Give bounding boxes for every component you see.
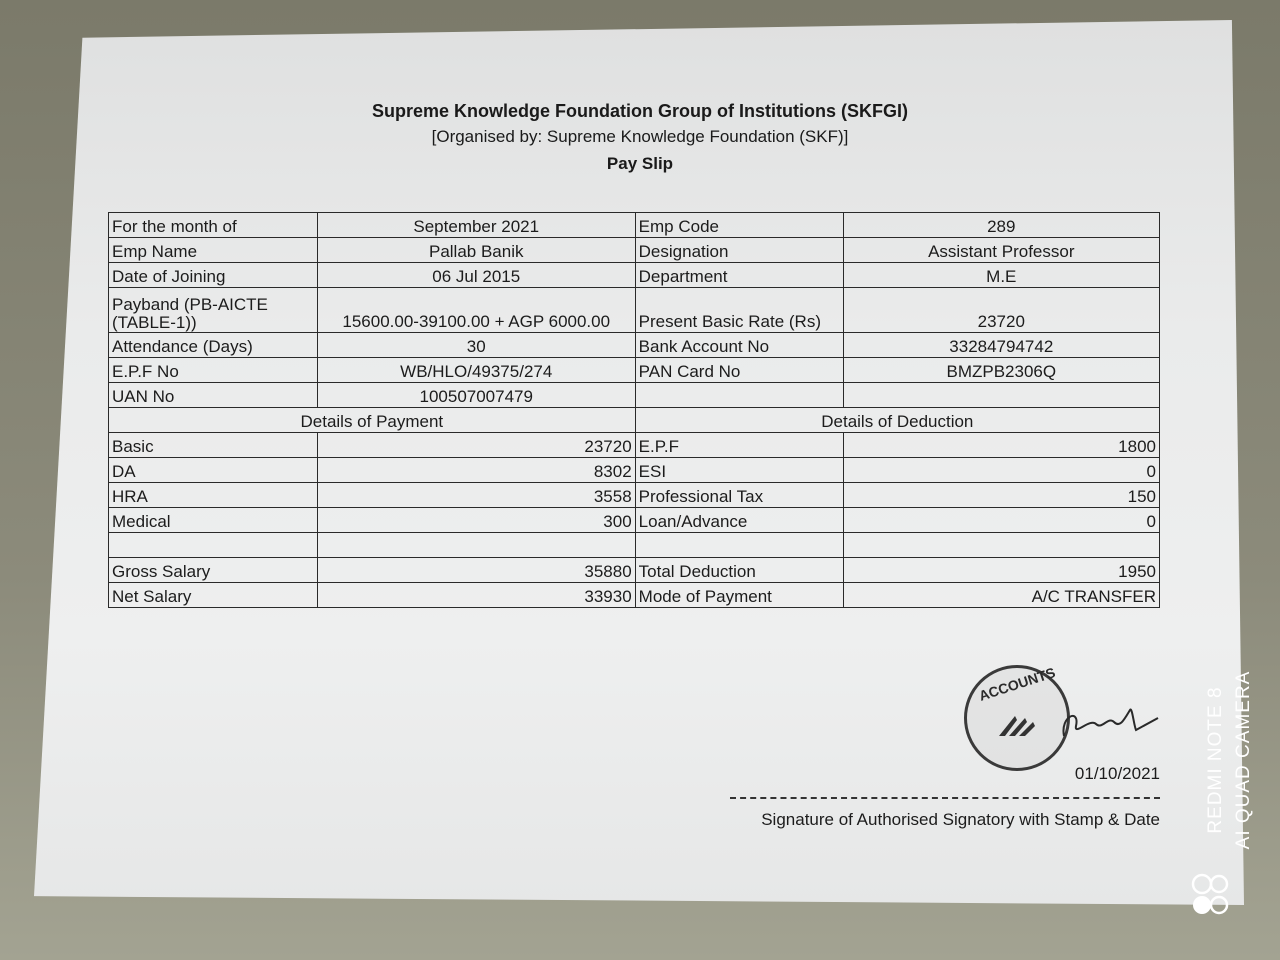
department-value: M.E [843, 263, 1159, 288]
watermark-line2: AI QUAD CAMERA [1233, 670, 1254, 850]
camera-watermark [1190, 640, 1254, 930]
empty-cell [635, 383, 843, 408]
payband-label-line1: Payband (PB-AICTE [112, 295, 268, 314]
empty-cell [109, 533, 318, 558]
section-header-row [109, 408, 1160, 433]
pan-label: PAN Card No [635, 358, 843, 383]
camera-logo-icon [1190, 872, 1230, 922]
table-row [109, 213, 1160, 238]
epf-no-label: E.P.F No [109, 358, 318, 383]
emp-code-value: 289 [843, 213, 1159, 238]
empty-cell [635, 533, 843, 558]
payment-amount: 23720 [317, 433, 635, 458]
stamp-text: ACCOUNTS [976, 664, 1058, 704]
institution-name: Supreme Knowledge Foundation Group of Institutions (SKFGI) [372, 101, 908, 121]
pay-slip-table [108, 212, 1160, 608]
total-deduction-value: 1950 [843, 558, 1159, 583]
emp-code-label: Emp Code [635, 213, 843, 238]
signature-icon [1050, 696, 1160, 746]
attendance-value: 30 [317, 333, 635, 358]
payment-label: Basic [109, 433, 318, 458]
deduction-amount: 1800 [843, 433, 1159, 458]
table-row [109, 263, 1160, 288]
payment-mode-label: Mode of Payment [635, 583, 843, 608]
signatory-label: Signature of Authorised Signatory with Stamp & Date [761, 810, 1160, 829]
uan-label: UAN No [109, 383, 318, 408]
empty-cell [317, 533, 635, 558]
payment-section-title: Details of Payment [109, 408, 636, 433]
stamp-emblem-icon [995, 710, 1037, 740]
uan-value: 100507007479 [317, 383, 635, 408]
month-label: For the month of [109, 213, 318, 238]
basic-rate-value: 23720 [843, 288, 1159, 333]
payment-amount: 300 [317, 508, 635, 533]
payment-amount: 3558 [317, 483, 635, 508]
table-row [109, 358, 1160, 383]
signature-divider [730, 797, 1160, 799]
table-row [109, 383, 1160, 408]
deduction-label: ESI [635, 458, 843, 483]
attendance-label: Attendance (Days) [109, 333, 318, 358]
deduction-section-title: Details of Deduction [635, 408, 1159, 433]
table-row [109, 508, 1160, 533]
payband-label [109, 288, 318, 333]
payment-label: Medical [109, 508, 318, 533]
deduction-label: Professional Tax [635, 483, 843, 508]
pan-value: BMZPB2306Q [843, 358, 1159, 383]
payment-amount: 8302 [317, 458, 635, 483]
table-row [109, 333, 1160, 358]
signature-date: 01/10/2021 [1074, 764, 1160, 783]
total-deduction-label: Total Deduction [635, 558, 843, 583]
gross-salary-value: 35880 [317, 558, 635, 583]
empty-cell [843, 533, 1159, 558]
payment-mode-value: A/C TRANSFER [843, 583, 1159, 608]
organised-by: [Organised by: Supreme Knowledge Foundation (SKF)] [431, 127, 849, 146]
bank-account-label: Bank Account No [635, 333, 843, 358]
net-salary-label: Net Salary [109, 583, 318, 608]
designation-label: Designation [635, 238, 843, 263]
gross-salary-label: Gross Salary [109, 558, 318, 583]
payband-value: 15600.00-39100.00 + AGP 6000.00 [317, 288, 635, 333]
table-row [109, 288, 1160, 333]
slip-header [360, 98, 920, 178]
document-title: Pay Slip [606, 154, 674, 173]
joining-date-value: 06 Jul 2015 [317, 263, 635, 288]
empty-row [109, 533, 1160, 558]
month-value: September 2021 [317, 213, 635, 238]
deduction-label: E.P.F [635, 433, 843, 458]
joining-date-label: Date of Joining [109, 263, 318, 288]
emp-name-value: Pallab Banik [317, 238, 635, 263]
table-row [109, 483, 1160, 508]
bank-account-value: 33284794742 [843, 333, 1159, 358]
basic-rate-label: Present Basic Rate (Rs) [635, 288, 843, 333]
payband-label-line2: (TABLE-1)) [112, 313, 197, 332]
watermark-line1: REDMI NOTE 8 [1205, 686, 1226, 834]
table-row [109, 433, 1160, 458]
table-row [109, 583, 1160, 608]
payment-label: DA [109, 458, 318, 483]
net-salary-value: 33930 [317, 583, 635, 608]
table-row [109, 558, 1160, 583]
designation-value: Assistant Professor [843, 238, 1159, 263]
payment-label: HRA [109, 483, 318, 508]
epf-no-value: WB/HLO/49375/274 [317, 358, 635, 383]
department-label: Department [635, 263, 843, 288]
deduction-amount: 0 [843, 458, 1159, 483]
deduction-amount: 150 [843, 483, 1159, 508]
emp-name-label: Emp Name [109, 238, 318, 263]
table-row [109, 238, 1160, 263]
deduction-label: Loan/Advance [635, 508, 843, 533]
empty-cell [843, 383, 1159, 408]
table-row [109, 458, 1160, 483]
deduction-amount: 0 [843, 508, 1159, 533]
watermark-text [1202, 610, 1262, 910]
